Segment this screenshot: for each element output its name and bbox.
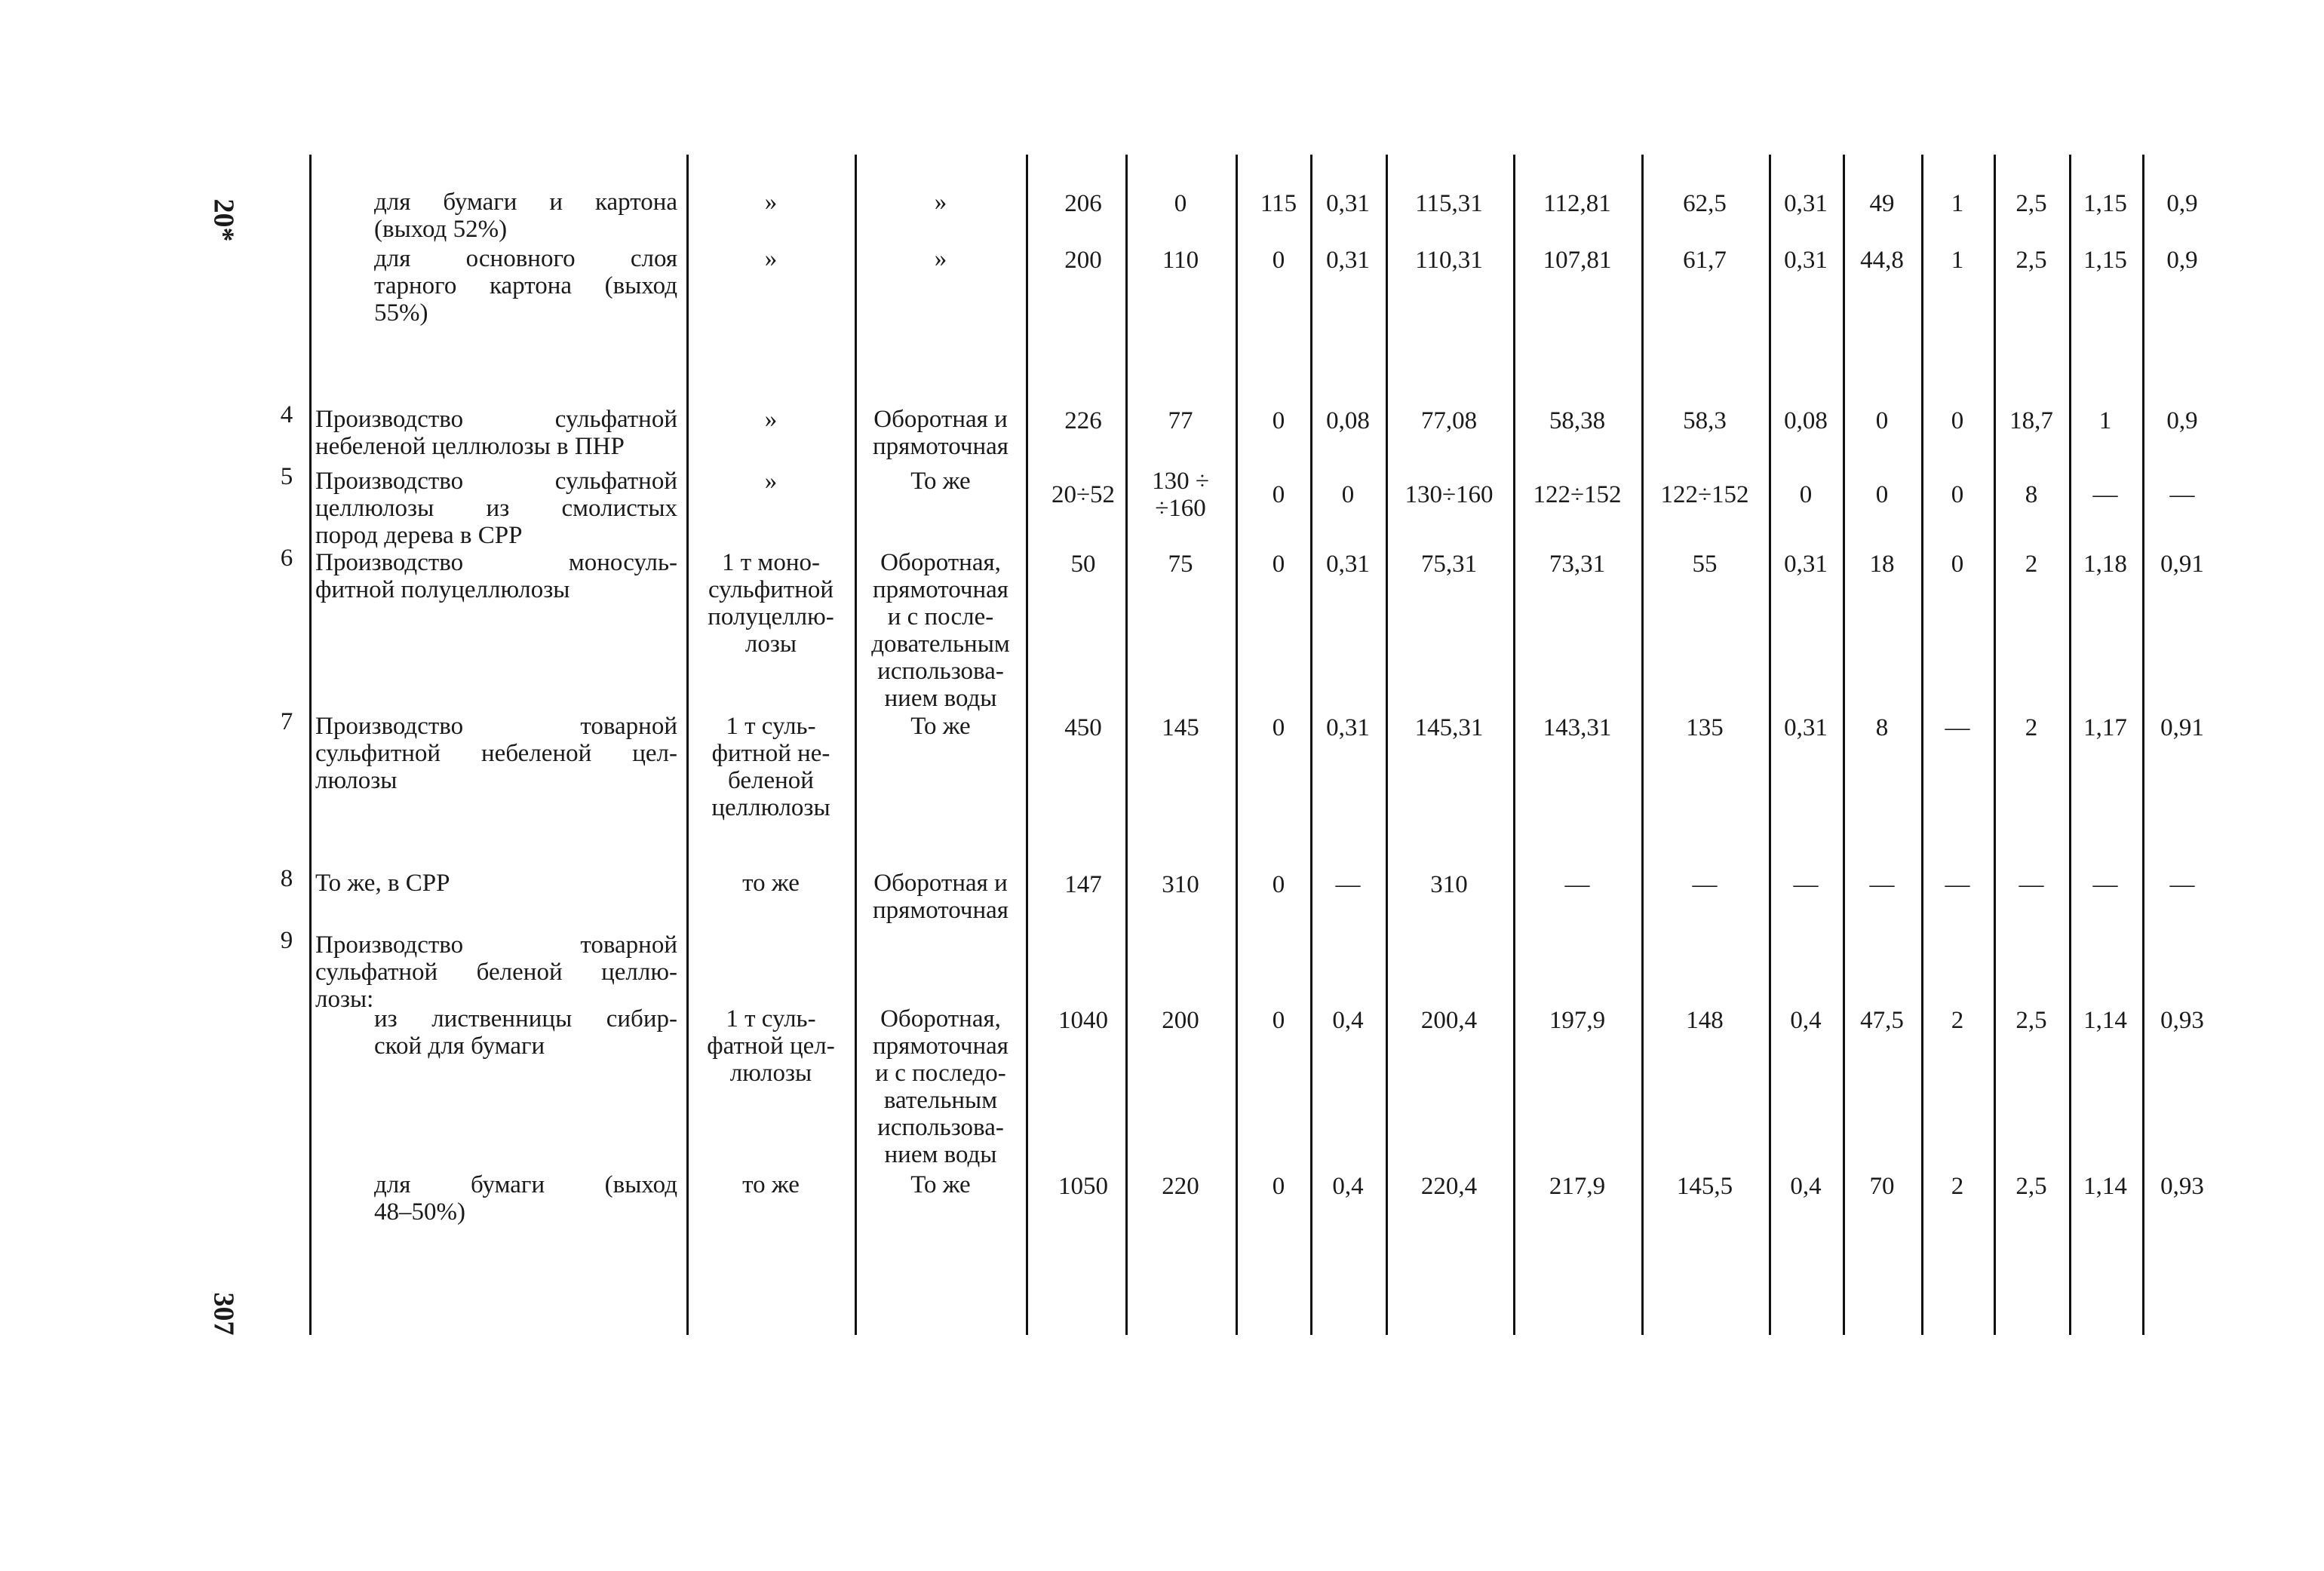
row-water-scheme-line: довательным <box>871 631 1010 658</box>
value-cell <box>1291 1007 1405 1034</box>
row-unit-line: 1 т моно- <box>722 549 820 576</box>
value-cell <box>1392 551 1506 578</box>
value-cell-text: 2,5 <box>2015 1007 2047 1034</box>
value-cell <box>1027 481 1140 508</box>
row-name-line: для бумаги и картона <box>374 189 677 216</box>
row-name-line: из лиственницы сибир- <box>374 1005 677 1033</box>
row-unit <box>691 549 851 658</box>
row-name-line: фитной полуцеллюлозы <box>315 576 570 603</box>
value-cell <box>1521 551 1634 578</box>
row-name-line: ской для бумаги <box>374 1033 545 1060</box>
value-cell <box>1027 1173 1140 1200</box>
value-cell <box>1291 247 1405 274</box>
row-water-scheme <box>858 1005 1023 1168</box>
column-divider <box>309 155 312 1335</box>
value-cell-text: 0,4 <box>1790 1007 1822 1034</box>
value-cell-text: 0 <box>1272 1173 1285 1200</box>
column-divider <box>2142 155 2144 1335</box>
value-cell <box>1392 714 1506 741</box>
row-name-line: 55%) <box>374 299 428 327</box>
row-unit-line: » <box>764 245 778 272</box>
value-cell <box>1124 871 1237 898</box>
row-name-line: тарного картона (выход <box>374 272 677 299</box>
row-unit-line: 1 т суль- <box>726 713 816 740</box>
value-cell-text: 8 <box>2025 481 2038 508</box>
value-cell-text: 0,31 <box>1784 190 1828 217</box>
column-divider <box>1641 155 1644 1335</box>
row-water-scheme <box>858 189 1023 216</box>
value-cell-text: 47,5 <box>1860 1007 1904 1034</box>
value-cell <box>2126 871 2239 898</box>
value-cell-text: — <box>1335 871 1361 898</box>
value-cell-text: — <box>1692 871 1718 898</box>
value-cell-text: 450 <box>1064 714 1102 741</box>
value-cell <box>1124 714 1237 741</box>
value-cell-text: 58,3 <box>1683 407 1727 434</box>
value-cell-text: 75 <box>1168 551 1193 578</box>
value-cell-text: 220 <box>1162 1173 1199 1200</box>
row-water-scheme-line: То же <box>910 1171 971 1198</box>
row-unit-line: то же <box>742 1171 800 1198</box>
row-name <box>374 245 677 327</box>
value-cell-text: 20÷52 <box>1051 481 1116 508</box>
value-cell-text: 0,08 <box>1784 407 1828 434</box>
value-cell-text: 0 <box>1951 551 1964 578</box>
value-cell-text: 143,31 <box>1543 714 1612 741</box>
value-cell-text: 0 <box>1272 1007 1285 1034</box>
column-divider <box>1236 155 1238 1335</box>
value-cell-text: 226 <box>1064 407 1102 434</box>
value-cell-text: 145 <box>1162 714 1199 741</box>
value-cell <box>1124 1173 1237 1200</box>
value-cell-text: 200,4 <box>1420 1007 1478 1034</box>
row-unit-line: лозы <box>744 631 797 658</box>
value-cell <box>1124 407 1237 434</box>
value-cell <box>2126 190 2239 217</box>
value-cell <box>1648 247 1761 274</box>
value-cell-text: 0,9 <box>2166 247 2198 274</box>
value-cell <box>2126 407 2239 434</box>
column-divider <box>1310 155 1312 1335</box>
row-name <box>315 406 677 460</box>
value-cell <box>1648 481 1761 508</box>
row-name <box>374 1171 677 1226</box>
row-name-line: сульфатной беленой целлю- <box>315 959 677 986</box>
row-unit-line: полуцеллю- <box>708 603 834 631</box>
value-cell-text: 50 <box>1070 551 1096 578</box>
page-number: 307 <box>207 1292 240 1336</box>
value-cell-text: 61,7 <box>1683 247 1727 274</box>
row-name <box>315 549 677 603</box>
value-cell-text: 0,31 <box>1784 714 1828 741</box>
value-cell <box>1648 407 1761 434</box>
row-unit-line: целлюлозы <box>711 794 830 821</box>
row-name-line: пород дерева в СРР <box>315 522 523 549</box>
value-cell <box>1027 407 1140 434</box>
value-cell-text: 112,81 <box>1543 190 1611 217</box>
value-cell <box>1648 190 1761 217</box>
row-unit-line: фатной цел- <box>707 1033 835 1060</box>
column-divider <box>1921 155 1923 1335</box>
row-water-scheme-line: прямоточная <box>872 1033 1008 1060</box>
value-cell-text: 145,5 <box>1676 1173 1733 1200</box>
value-cell-text: — <box>2169 481 2195 508</box>
value-cell-text: 44,8 <box>1860 247 1904 274</box>
value-cell <box>1392 481 1506 508</box>
value-cell-text: — <box>2169 871 2195 898</box>
value-cell <box>1124 468 1237 522</box>
value-cell-text: — <box>1793 871 1819 898</box>
row-unit <box>691 1005 851 1087</box>
value-cell <box>1648 551 1761 578</box>
row-water-scheme <box>858 713 1023 740</box>
value-cell-text: 0 <box>1174 190 1187 217</box>
row-name-line: Производство товарной <box>315 713 677 740</box>
row-water-scheme <box>858 549 1023 712</box>
value-cell <box>1392 871 1506 898</box>
row-water-scheme <box>858 870 1023 924</box>
value-cell-text: 73,31 <box>1549 551 1606 578</box>
row-unit <box>691 468 851 495</box>
value-cell-text: 0,9 <box>2166 407 2198 434</box>
value-cell-text: 200 <box>1064 247 1102 274</box>
value-cell-text: — <box>1869 871 1895 898</box>
row-water-scheme <box>858 245 1023 272</box>
value-cell-text: 0,93 <box>2160 1007 2204 1034</box>
row-name <box>315 713 677 794</box>
column-divider <box>686 155 689 1335</box>
value-cell <box>2126 551 2239 578</box>
row-water-scheme-line: Оборотная, <box>880 549 1001 576</box>
value-cell-text: 0,31 <box>1326 714 1370 741</box>
row-water-scheme-line: прямоточная <box>872 433 1008 460</box>
row-water-scheme-line: Оборотная, <box>880 1005 1001 1033</box>
value-cell-text: 107,81 <box>1543 247 1612 274</box>
value-cell <box>1124 190 1237 217</box>
value-cell <box>1291 1173 1405 1200</box>
row-name-line: целлюлозы из смолистых <box>315 495 677 522</box>
value-cell <box>1291 190 1405 217</box>
row-unit-line: сульфитной <box>708 576 834 603</box>
value-cell-text: 77,08 <box>1420 407 1478 434</box>
value-cell-text: 1,14 <box>2083 1007 2127 1034</box>
value-cell-text: 2,5 <box>2015 1173 2047 1200</box>
value-cell-text: 310 <box>1430 871 1468 898</box>
row-name <box>315 870 677 897</box>
column-divider <box>1386 155 1388 1335</box>
row-name-line: люлозы <box>315 767 398 794</box>
page-signature-mark: 20* <box>207 198 240 242</box>
value-cell <box>1648 1173 1761 1200</box>
value-cell-text: 18,7 <box>2009 407 2053 434</box>
value-cell-text: 70 <box>1869 1173 1895 1200</box>
value-cell-text: 1 <box>2098 407 2112 434</box>
row-name-line: для основного слоя <box>374 245 677 272</box>
row-unit-line: » <box>764 189 778 216</box>
value-cell <box>1291 407 1405 434</box>
value-cell-text: 0 <box>1272 871 1285 898</box>
value-cell-text: 0,31 <box>1326 551 1370 578</box>
row-unit-line: » <box>764 406 778 433</box>
column-divider <box>2069 155 2071 1335</box>
row-name-line: для бумаги (выход <box>374 1171 677 1198</box>
value-cell <box>1027 190 1140 217</box>
value-cell-text: 0 <box>1875 407 1889 434</box>
value-cell-text: 0 <box>1272 551 1285 578</box>
value-cell-text: 0,4 <box>1332 1173 1364 1200</box>
value-cell-text: 110 <box>1162 247 1199 274</box>
row-name-line: 48–50%) <box>374 1198 465 1226</box>
row-water-scheme-line: использова- <box>877 658 1004 685</box>
row-name-line: сульфитной небеленой цел- <box>315 740 677 767</box>
value-cell-text: 1 <box>1951 247 1964 274</box>
value-cell <box>1027 714 1140 741</box>
value-cell <box>1291 714 1405 741</box>
value-cell <box>1291 871 1405 898</box>
value-cell-text: 0,31 <box>1784 247 1828 274</box>
value-cell <box>1648 714 1761 741</box>
value-cell-text: 135 <box>1686 714 1724 741</box>
value-cell-text: 55 <box>1692 551 1718 578</box>
value-cell-text: 1,18 <box>2083 551 2127 578</box>
value-cell-text: — <box>2092 481 2118 508</box>
value-cell-text: 130 ÷ <box>1152 468 1209 495</box>
value-cell-text: 2 <box>1951 1173 1964 1200</box>
row-name-line: Производство сульфатной <box>315 406 677 433</box>
row-water-scheme-line: » <box>934 245 947 272</box>
value-cell <box>1027 1007 1140 1034</box>
value-cell <box>1291 551 1405 578</box>
value-cell-text: 115,31 <box>1415 190 1483 217</box>
value-cell-text: 0,31 <box>1326 190 1370 217</box>
row-water-scheme-line: То же <box>910 713 971 740</box>
row-water-scheme <box>858 468 1023 495</box>
value-cell-text: 1 <box>1951 190 1964 217</box>
value-cell <box>1521 190 1634 217</box>
value-cell-text: 130÷160 <box>1405 481 1494 508</box>
value-cell-text: 200 <box>1162 1007 1199 1034</box>
value-cell-text: 0 <box>1799 481 1813 508</box>
value-cell <box>1124 551 1237 578</box>
row-water-scheme-line: Оборотная и <box>873 870 1008 897</box>
row-number: 6 <box>280 545 293 572</box>
row-number: 9 <box>280 927 293 954</box>
value-cell <box>1027 551 1140 578</box>
value-cell-text: — <box>1564 871 1590 898</box>
column-divider <box>1769 155 1771 1335</box>
row-name-line: лозы: <box>315 986 374 1013</box>
value-cell <box>1521 714 1634 741</box>
value-cell-text: 0,91 <box>2160 551 2204 578</box>
row-water-scheme <box>858 406 1023 460</box>
value-cell-text: 49 <box>1869 190 1895 217</box>
value-cell-text: 0 <box>1272 714 1285 741</box>
value-cell-text: 0 <box>1951 407 1964 434</box>
value-cell-text: 0 <box>1272 407 1285 434</box>
row-unit-line: фитной не- <box>711 740 830 767</box>
value-cell-text: 0,4 <box>1332 1007 1364 1034</box>
value-cell <box>1648 1007 1761 1034</box>
value-cell-text: 145,31 <box>1414 714 1484 741</box>
row-unit-line: то же <box>742 870 800 897</box>
column-divider <box>855 155 857 1335</box>
value-cell <box>1124 247 1237 274</box>
row-unit-line: 1 т суль- <box>726 1005 816 1033</box>
value-cell-text: 122÷152 <box>1533 481 1622 508</box>
column-divider <box>1994 155 1996 1335</box>
value-cell-text: 1,15 <box>2083 190 2127 217</box>
row-number: 4 <box>280 401 293 428</box>
row-unit <box>691 1171 851 1198</box>
column-divider <box>1026 155 1028 1335</box>
row-water-scheme-line: нием воды <box>884 1141 997 1168</box>
value-cell-text: 148 <box>1686 1007 1724 1034</box>
value-cell <box>1521 871 1634 898</box>
row-number: 5 <box>280 463 293 490</box>
row-water-scheme-line: нием воды <box>884 685 997 712</box>
value-cell-text: 0 <box>1341 481 1355 508</box>
value-cell-text: 0,4 <box>1790 1173 1822 1200</box>
value-cell-text: 115 <box>1260 190 1297 217</box>
row-water-scheme-line: » <box>934 189 947 216</box>
value-cell-text: 220,4 <box>1420 1173 1478 1200</box>
row-name <box>315 931 677 1013</box>
value-cell <box>1392 407 1506 434</box>
row-name-line: небеленой целлюлозы в ПНР <box>315 433 625 460</box>
value-cell-text: 1,14 <box>2083 1173 2127 1200</box>
value-cell-text: 18 <box>1869 551 1895 578</box>
row-water-scheme-line: использова- <box>877 1114 1004 1141</box>
row-name <box>374 189 677 243</box>
value-cell <box>1521 1007 1634 1034</box>
row-name <box>315 468 677 549</box>
value-cell <box>2126 1173 2239 1200</box>
value-cell-text: 2,5 <box>2015 247 2047 274</box>
value-cell-text: 0,9 <box>2166 190 2198 217</box>
row-name <box>374 1005 677 1060</box>
value-cell-text: 1040 <box>1058 1007 1108 1034</box>
row-unit-line: » <box>764 468 778 495</box>
column-divider <box>1513 155 1515 1335</box>
value-cell-text: 1050 <box>1058 1173 1108 1200</box>
row-name-line: Производство моносуль- <box>315 549 677 576</box>
value-cell-text: 0,91 <box>2160 714 2204 741</box>
column-divider <box>1125 155 1128 1335</box>
value-cell-text: — <box>2019 871 2044 898</box>
value-cell-text: 58,38 <box>1549 407 1606 434</box>
row-unit-line: люлозы <box>729 1060 812 1087</box>
row-unit <box>691 713 851 821</box>
value-cell-text: 0,31 <box>1784 551 1828 578</box>
value-cell <box>1124 1007 1237 1034</box>
row-unit <box>691 189 851 216</box>
value-cell-text: — <box>2092 871 2118 898</box>
value-cell-text: 310 <box>1162 871 1199 898</box>
row-unit <box>691 245 851 272</box>
value-cell <box>1521 481 1634 508</box>
value-cell-text: 2 <box>2025 551 2038 578</box>
value-cell-text: 122÷152 <box>1660 481 1749 508</box>
value-cell <box>2126 1007 2239 1034</box>
value-cell-text: 2 <box>2025 714 2038 741</box>
row-unit <box>691 870 851 897</box>
value-cell <box>1648 871 1761 898</box>
value-cell-text: 0 <box>1875 481 1889 508</box>
value-cell-text: 0 <box>1272 481 1285 508</box>
value-cell-text: 0,08 <box>1326 407 1370 434</box>
value-cell-text: 217,9 <box>1549 1173 1606 1200</box>
value-cell-text: 0,31 <box>1326 247 1370 274</box>
value-cell-text: 2 <box>1951 1007 1964 1034</box>
row-number: 7 <box>280 708 293 735</box>
value-cell-text: 62,5 <box>1683 190 1727 217</box>
row-unit <box>691 406 851 433</box>
value-cell <box>1392 1173 1506 1200</box>
row-water-scheme-line: прямоточная <box>872 897 1008 924</box>
row-water-scheme <box>858 1171 1023 1198</box>
value-cell <box>2126 714 2239 741</box>
value-cell-text: — <box>1945 871 1970 898</box>
value-cell-text: 197,9 <box>1549 1007 1606 1034</box>
value-cell <box>1291 481 1405 508</box>
value-cell <box>1392 1007 1506 1034</box>
value-cell-text: 0 <box>1272 247 1285 274</box>
value-cell <box>1027 247 1140 274</box>
row-water-scheme-line: прямоточная <box>872 576 1008 603</box>
row-name-line: (выход 52%) <box>374 216 508 243</box>
value-cell-text: 8 <box>1875 714 1889 741</box>
value-cell <box>2126 481 2239 508</box>
value-cell-text: 110,31 <box>1415 247 1483 274</box>
row-name-line: Производство сульфатной <box>315 468 677 495</box>
value-cell <box>1521 407 1634 434</box>
value-cell <box>1521 1173 1634 1200</box>
value-cell-text: — <box>1945 714 1970 741</box>
value-cell-text: 0,93 <box>2160 1173 2204 1200</box>
value-cell-text: ÷160 <box>1155 495 1206 522</box>
column-divider <box>1843 155 1845 1335</box>
value-cell-text: 77 <box>1168 407 1193 434</box>
value-cell-text: 1,15 <box>2083 247 2127 274</box>
row-water-scheme-line: Оборотная и <box>873 406 1008 433</box>
value-cell-text: 75,31 <box>1420 551 1478 578</box>
value-cell <box>1521 247 1634 274</box>
row-water-scheme-line: вательным <box>883 1087 998 1114</box>
value-cell <box>1392 247 1506 274</box>
value-cell-text: 0 <box>1951 481 1964 508</box>
value-cell-text: 147 <box>1064 871 1102 898</box>
row-water-scheme-line: и с последо- <box>875 1060 1006 1087</box>
value-cell-text: 206 <box>1064 190 1102 217</box>
value-cell-text: 2,5 <box>2015 190 2047 217</box>
value-cell <box>2126 247 2239 274</box>
row-name-line: То же, в СРР <box>315 870 450 897</box>
value-cell-text: 1,17 <box>2083 714 2127 741</box>
row-water-scheme-line: То же <box>910 468 971 495</box>
row-number: 8 <box>280 865 293 892</box>
row-water-scheme-line: и с после- <box>887 603 994 631</box>
value-cell <box>1392 190 1506 217</box>
value-cell <box>1027 871 1140 898</box>
row-name-line: Производство товарной <box>315 931 677 959</box>
row-unit-line: беленой <box>728 767 814 794</box>
